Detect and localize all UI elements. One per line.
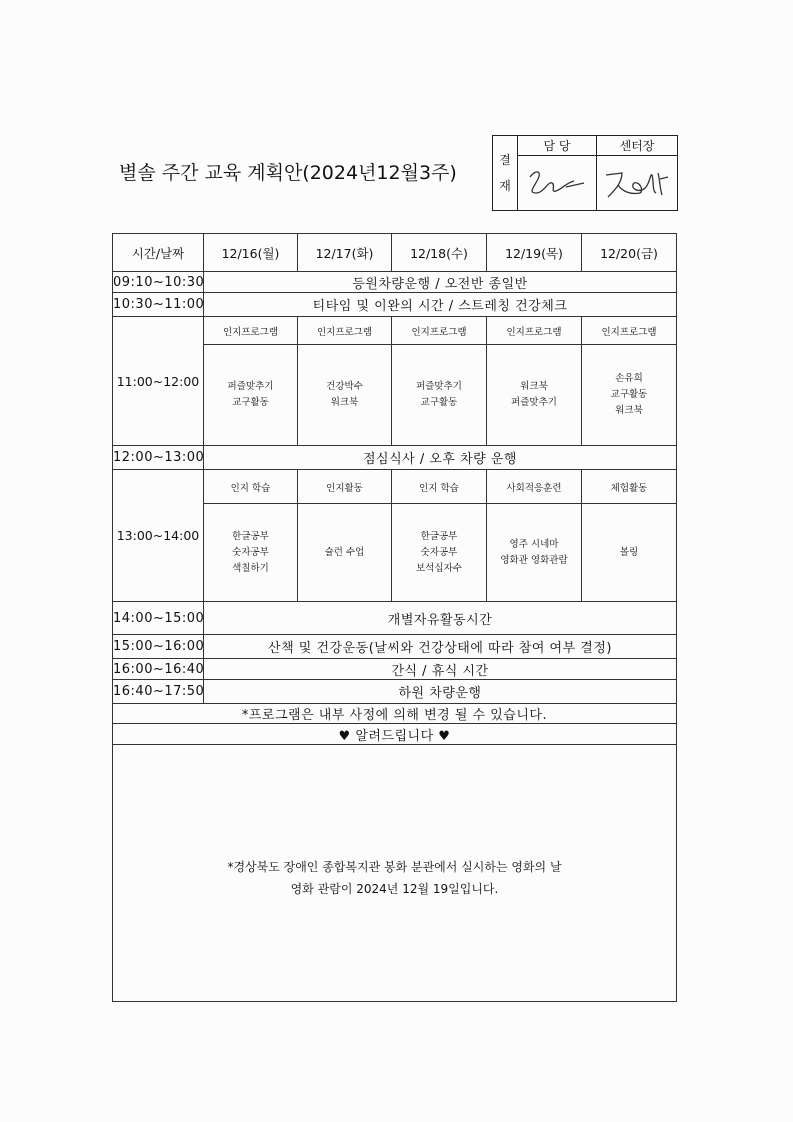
time-cell: 16:00~16:40 <box>113 659 204 680</box>
schedule-header-row <box>113 234 677 272</box>
activity-cell <box>298 345 392 446</box>
schedule-table <box>112 233 677 1002</box>
activity-cell: 하원 차량운행 <box>204 680 677 704</box>
activity-cell: 개별자유활동시간 <box>204 602 677 635</box>
approval-box <box>492 135 678 211</box>
activity-cell <box>487 345 582 446</box>
time-cell: 15:00~16:00 <box>113 635 204 659</box>
activity-line: 영화관 영화관람 <box>500 554 568 566</box>
note-row <box>113 704 677 724</box>
header-day-mon: 12/16(월) <box>204 234 298 272</box>
time-cell: 16:40~17:50 <box>113 680 204 704</box>
row-1030 <box>113 293 677 317</box>
activity-line: 퍼즐맞추기 <box>511 397 557 408</box>
notice-line-2: 영화 관람이 2024년 12월 19일입니다. <box>290 882 499 896</box>
page-title: 별솔 주간 교육 계획안(2024년12월3주) <box>119 162 457 184</box>
activity-line: 색칠하기 <box>232 562 269 574</box>
subject-cell: 체험활동 <box>582 470 677 504</box>
row-1300-subjects <box>113 470 677 504</box>
activity-cell <box>298 504 392 602</box>
activity-line: 볼링 <box>619 546 639 558</box>
activity-line: 슐런 수업 <box>324 546 365 558</box>
header-day-wed: 12/18(수) <box>392 234 487 272</box>
activity-cell: 간식 / 휴식 시간 <box>204 659 677 680</box>
signature-staff-icon <box>522 163 592 203</box>
signature-staff <box>518 156 597 211</box>
signature-director <box>597 156 678 211</box>
activity-line: 영주 시네마 <box>509 538 559 550</box>
header-day-fri: 12/20(금) <box>582 234 677 272</box>
subject-cell: 인지프로그램 <box>298 317 392 345</box>
notice-body <box>113 745 677 1002</box>
time-cell: 12:00~13:00 <box>113 446 204 470</box>
subject-cell: 인지 학습 <box>392 470 487 504</box>
row-1200 <box>113 446 677 470</box>
signature-director-icon <box>600 161 674 205</box>
time-cell: 11:00~12:00 <box>113 317 204 446</box>
subject-cell: 인지 학습 <box>204 470 298 504</box>
activity-line: 한글공부 <box>232 530 269 542</box>
time-cell: 13:00~14:00 <box>113 470 204 602</box>
activity-cell: 티타임 및 이완의 시간 / 스트레칭 건강체크 <box>204 293 677 317</box>
approval-side-char-1: 결 <box>499 153 511 167</box>
subject-cell: 인지활동 <box>298 470 392 504</box>
activity-line: 건강박수 <box>326 381 363 392</box>
activity-cell: 점심식사 / 오후 차량 운행 <box>204 446 677 470</box>
activity-line: 숫자공부 <box>420 546 458 558</box>
subject-cell: 인지프로그램 <box>392 317 487 345</box>
activity-line: 퍼즐맞추기 <box>227 381 274 392</box>
activity-cell <box>392 345 487 446</box>
activity-cell: 등원차량운행 / 오전반 종일반 <box>204 272 677 293</box>
activity-line: 한글공부 <box>420 530 458 542</box>
row-0910 <box>113 272 677 293</box>
activity-cell <box>487 504 582 602</box>
activity-cell <box>582 504 677 602</box>
approval-header-director: 센터장 <box>597 136 678 156</box>
time-cell: 14:00~15:00 <box>113 602 204 635</box>
subject-cell: 인지프로그램 <box>204 317 298 345</box>
activity-cell: 산책 및 건강운동(날씨와 건강상태에 따라 참여 여부 결정) <box>204 635 677 659</box>
activity-cell <box>392 504 487 602</box>
activity-line: 숫자공부 <box>232 546 269 558</box>
notice-header: ♥ 알려드립니다 ♥ <box>113 724 677 745</box>
header-day-thu: 12/19(목) <box>487 234 582 272</box>
subject-cell: 사회적응훈련 <box>487 470 582 504</box>
notice-line-1: *경상북도 장애인 종합복지관 봉화 분관에서 실시하는 영화의 날 <box>227 860 562 874</box>
subject-cell: 인지프로그램 <box>582 317 677 345</box>
activity-line: 교구활동 <box>232 397 269 408</box>
activity-line: 워크북 <box>520 381 548 392</box>
approval-header-staff: 담 당 <box>518 136 597 156</box>
activity-line: 퍼즐맞추기 <box>416 381 462 392</box>
row-1400 <box>113 602 677 635</box>
subject-cell: 인지프로그램 <box>487 317 582 345</box>
time-cell: 09:10~10:30 <box>113 272 204 293</box>
approval-side-label <box>493 136 518 211</box>
row-1500 <box>113 635 677 659</box>
activity-cell <box>204 345 298 446</box>
activity-line: 교구활동 <box>420 397 458 408</box>
row-1600 <box>113 659 677 680</box>
activity-line: 워크북 <box>330 397 359 408</box>
time-cell: 10:30~11:00 <box>113 293 204 317</box>
activity-line: 교구활동 <box>610 389 648 400</box>
activity-line: 보석십자수 <box>416 562 462 574</box>
activity-line: 워크북 <box>615 405 643 416</box>
activity-cell <box>582 345 677 446</box>
header-day-tue: 12/17(화) <box>298 234 392 272</box>
notice-header-row <box>113 724 677 745</box>
approval-side-char-2: 재 <box>499 179 511 193</box>
activity-cell <box>204 504 298 602</box>
notice-row <box>113 745 677 1002</box>
program-change-note: *프로그램은 내부 사정에 의해 변경 될 수 있습니다. <box>113 704 677 724</box>
header-time-date: 시간/날짜 <box>113 234 204 272</box>
row-1100-subjects <box>113 317 677 345</box>
activity-line: 손유희 <box>615 373 643 384</box>
row-1640 <box>113 680 677 704</box>
